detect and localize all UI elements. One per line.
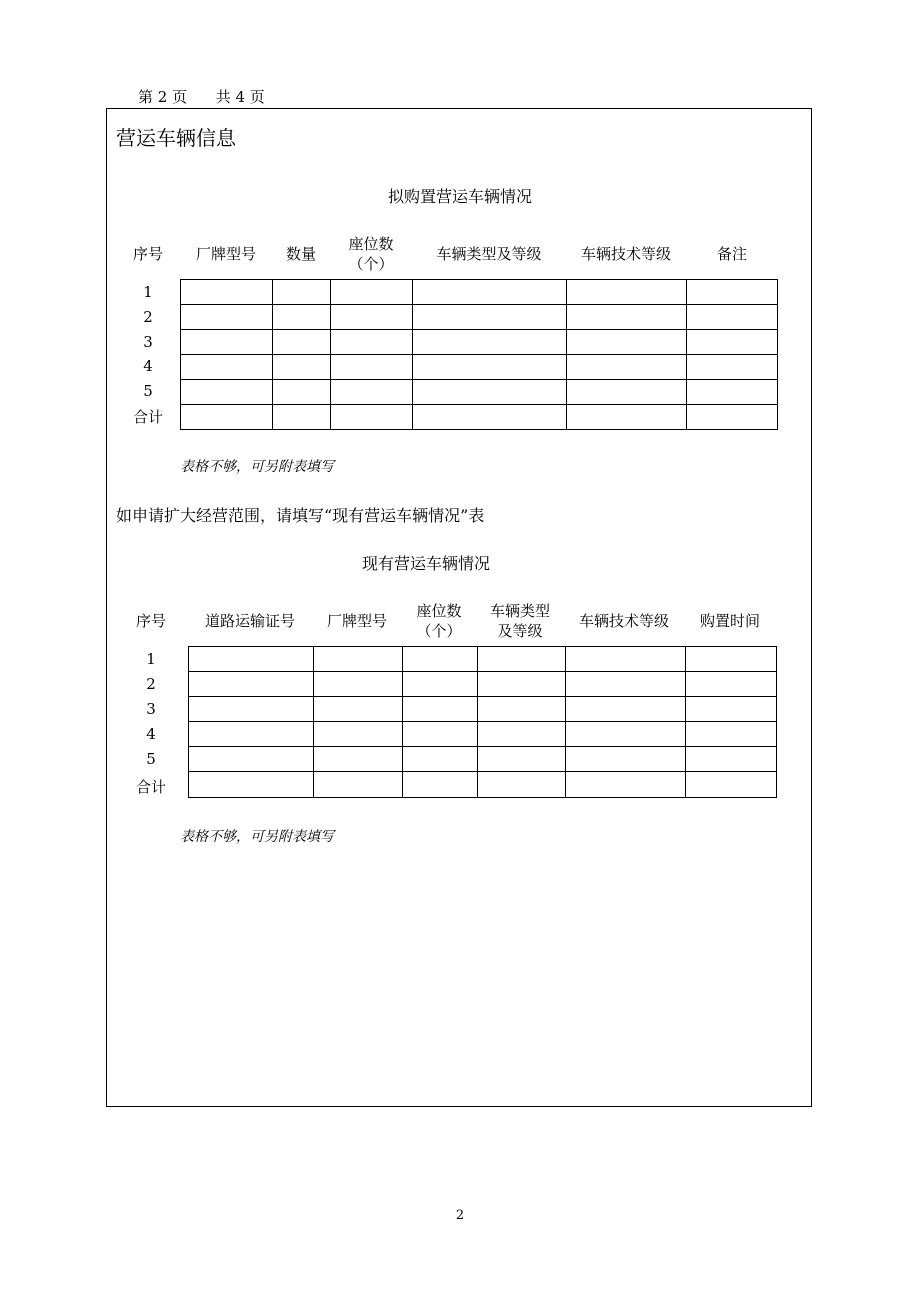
- table-cell[interactable]: [181, 305, 273, 330]
- table-row: [189, 747, 777, 772]
- table-cell[interactable]: [403, 772, 478, 798]
- table-cell[interactable]: [478, 772, 566, 798]
- table-row: [181, 355, 778, 380]
- table-cell[interactable]: [403, 647, 478, 672]
- table-cell[interactable]: [189, 722, 314, 747]
- existing-header-transport-cert: 道路运输证号: [204, 612, 296, 630]
- planned-vehicles-table: [180, 279, 778, 430]
- table-cell[interactable]: [273, 280, 331, 305]
- table-cell[interactable]: [189, 647, 314, 672]
- existing-header-seats-line1: 座位数: [416, 602, 462, 620]
- table-cell[interactable]: [567, 380, 687, 405]
- existing-header-type-line2: 及等级: [497, 622, 543, 640]
- existing-header-seats-line2: （个）: [416, 622, 462, 640]
- table-cell[interactable]: [403, 722, 478, 747]
- table-cell[interactable]: [181, 355, 273, 380]
- table-cell[interactable]: [567, 405, 687, 430]
- table-cell[interactable]: [314, 772, 403, 798]
- table-row: [181, 405, 778, 430]
- table-cell[interactable]: [413, 405, 567, 430]
- existing-header-type-grade: [490, 601, 550, 641]
- total-pages-label: 共 4 页: [215, 88, 265, 106]
- table-row: [181, 280, 778, 305]
- table-cell[interactable]: [413, 330, 567, 355]
- existing-row-label: 1: [146, 650, 156, 668]
- table-cell[interactable]: [189, 697, 314, 722]
- table-cell[interactable]: [331, 330, 413, 355]
- planned-header-seats-line2: （个）: [348, 255, 394, 273]
- table-cell[interactable]: [566, 722, 686, 747]
- table-cell[interactable]: [686, 647, 777, 672]
- table-cell[interactable]: [181, 380, 273, 405]
- planned-row-label: 1: [143, 283, 153, 301]
- table-cell[interactable]: [413, 355, 567, 380]
- table-cell[interactable]: [478, 747, 566, 772]
- table-cell[interactable]: [189, 772, 314, 798]
- existing-header-type-line1: 车辆类型: [489, 602, 551, 620]
- table-cell[interactable]: [189, 747, 314, 772]
- section-title: 营运车辆信息: [116, 126, 236, 150]
- existing-row-label: 5: [146, 750, 156, 768]
- existing-table-note: 表格不够，可另附表填写: [180, 829, 334, 845]
- table-cell[interactable]: [331, 355, 413, 380]
- table-row: [189, 672, 777, 697]
- page-indicator: [138, 86, 265, 107]
- existing-header-model: 厂牌型号: [326, 612, 388, 630]
- table-cell[interactable]: [181, 280, 273, 305]
- table-cell[interactable]: [567, 305, 687, 330]
- table-cell[interactable]: [478, 647, 566, 672]
- table-cell[interactable]: [189, 672, 314, 697]
- planned-header-model: 厂牌型号: [195, 245, 257, 263]
- table-cell[interactable]: [686, 722, 777, 747]
- table-cell[interactable]: [413, 380, 567, 405]
- table-cell[interactable]: [687, 280, 778, 305]
- planned-header-index: 序号: [132, 245, 164, 263]
- table-cell[interactable]: [403, 672, 478, 697]
- planned-table-note: 表格不够，可另附表填写: [180, 459, 334, 475]
- table-cell[interactable]: [478, 697, 566, 722]
- planned-header-seats-line1: 座位数: [348, 235, 394, 253]
- table-cell[interactable]: [403, 697, 478, 722]
- table-row: [189, 647, 777, 672]
- planned-row-label: 5: [143, 382, 153, 400]
- table-cell[interactable]: [687, 355, 778, 380]
- table-cell[interactable]: [478, 672, 566, 697]
- table-cell[interactable]: [273, 380, 331, 405]
- table-row: [189, 722, 777, 747]
- planned-header-quantity: 数量: [285, 245, 317, 263]
- planned-header-type-grade: 车辆类型及等级: [436, 245, 542, 263]
- table-row: [181, 380, 778, 405]
- existing-row-label: 4: [146, 725, 156, 743]
- footer-page-number: 2: [455, 1208, 465, 1223]
- planned-header-seats: [348, 234, 393, 274]
- table-cell[interactable]: [567, 355, 687, 380]
- table-row: [181, 305, 778, 330]
- table-cell[interactable]: [273, 355, 331, 380]
- table-cell[interactable]: [181, 405, 273, 430]
- table-cell[interactable]: [314, 647, 403, 672]
- table-cell[interactable]: [567, 280, 687, 305]
- existing-header-seats: [416, 601, 461, 641]
- existing-header-tech-grade: 车辆技术等级: [578, 612, 670, 630]
- table-cell[interactable]: [566, 647, 686, 672]
- existing-row-label: 合计: [135, 778, 166, 796]
- table-cell[interactable]: [686, 772, 777, 798]
- table-cell[interactable]: [566, 672, 686, 697]
- table-cell[interactable]: [413, 305, 567, 330]
- existing-vehicles-table: [188, 646, 777, 798]
- table-cell[interactable]: [181, 330, 273, 355]
- table-cell[interactable]: [403, 747, 478, 772]
- table-row: [189, 772, 777, 798]
- planned-row-label: 3: [143, 333, 153, 351]
- table-cell[interactable]: [331, 380, 413, 405]
- table-cell[interactable]: [314, 672, 403, 697]
- table-cell[interactable]: [686, 672, 777, 697]
- existing-table-caption: 现有营运车辆情况: [361, 554, 491, 573]
- existing-header-purchase-time: 购置时间: [699, 612, 761, 630]
- planned-header-remarks: 备注: [716, 245, 748, 263]
- table-cell[interactable]: [686, 697, 777, 722]
- expand-scope-instruction: 如申请扩大经营范围，请填写“现有营运车辆情况”表: [116, 506, 485, 525]
- table-cell[interactable]: [687, 330, 778, 355]
- existing-row-label: 2: [146, 675, 156, 693]
- table-cell[interactable]: [566, 772, 686, 798]
- table-cell[interactable]: [314, 747, 403, 772]
- planned-row-label: 合计: [132, 408, 163, 426]
- table-row: [181, 330, 778, 355]
- table-cell[interactable]: [273, 330, 331, 355]
- planned-row-label: 2: [143, 308, 153, 326]
- current-page-label: 第 2 页: [138, 88, 188, 106]
- table-cell[interactable]: [314, 697, 403, 722]
- table-cell[interactable]: [687, 380, 778, 405]
- planned-row-label: 4: [143, 357, 153, 375]
- planned-table-caption: 拟购置营运车辆情况: [387, 187, 533, 206]
- table-row: [189, 697, 777, 722]
- table-cell[interactable]: [478, 722, 566, 747]
- table-cell[interactable]: [331, 405, 413, 430]
- table-cell[interactable]: [686, 747, 777, 772]
- table-cell[interactable]: [273, 405, 331, 430]
- table-cell[interactable]: [566, 747, 686, 772]
- table-cell[interactable]: [413, 280, 567, 305]
- table-cell[interactable]: [566, 697, 686, 722]
- table-cell[interactable]: [687, 305, 778, 330]
- planned-header-tech-grade: 车辆技术等级: [580, 245, 672, 263]
- table-cell[interactable]: [567, 330, 687, 355]
- existing-row-label: 3: [146, 700, 156, 718]
- existing-header-index: 序号: [135, 612, 167, 630]
- table-cell[interactable]: [687, 405, 778, 430]
- table-cell[interactable]: [331, 305, 413, 330]
- table-cell[interactable]: [314, 722, 403, 747]
- table-cell[interactable]: [273, 305, 331, 330]
- table-cell[interactable]: [331, 280, 413, 305]
